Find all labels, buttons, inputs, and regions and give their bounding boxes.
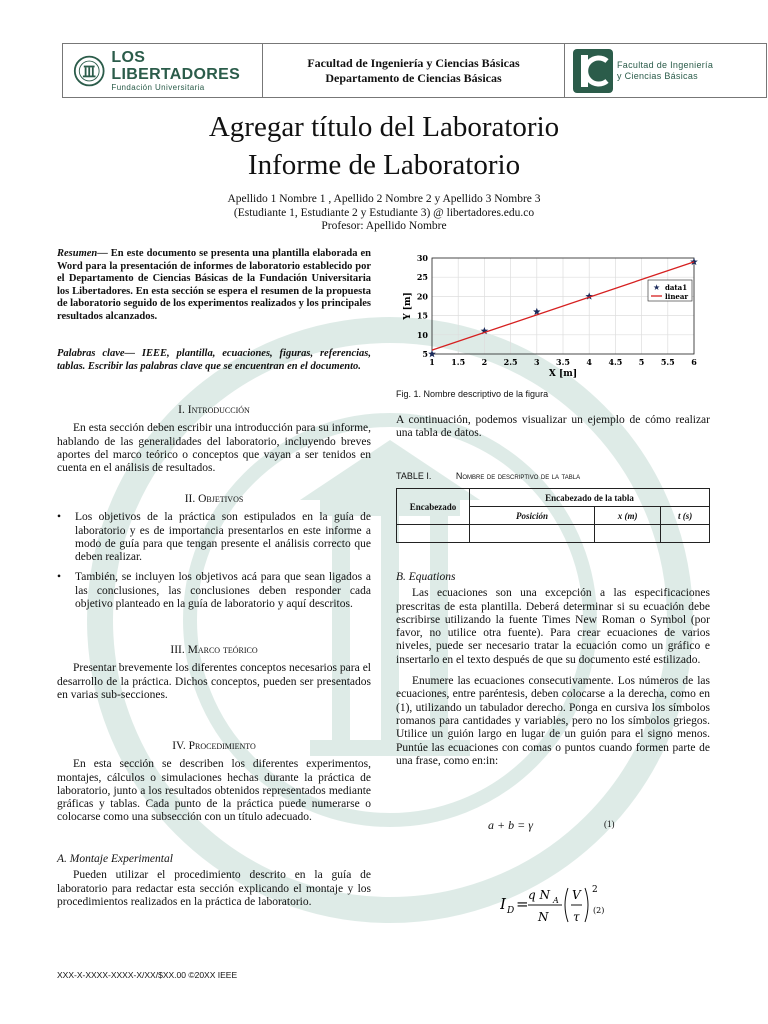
subsection-equations (396, 571, 710, 768)
subsection-heading-equations: B. Equations (396, 571, 456, 583)
abstract (57, 248, 371, 323)
abstract-label: Resumen (57, 248, 98, 259)
faculty-name: Facultad de Ingeniería y Ciencias Básicas (307, 55, 520, 70)
y-tick-label: 10 (416, 329, 428, 340)
objective-bullet: • También, se incluyen los objetivos acá para que sean ligados a las conclusiones, las conclusiones deben responder cada objetivo planteado en la guía de laboratorio y aquí descritos. (57, 571, 371, 611)
x-tick-label: 5 (638, 357, 645, 367)
footer-copyright: XXX-X-XXXX-XXXX-X/XX/$XX.00 ©20XX IEEE (57, 970, 238, 980)
table-cell (595, 525, 661, 543)
seal-icon (73, 53, 105, 89)
table-caption (396, 471, 710, 481)
section-heading-procedure: IV. Procedimiento (172, 740, 256, 752)
x-tick-label: 1.5 (451, 357, 466, 367)
professor-name: Profesor: Apellido Nombre (321, 220, 447, 232)
legend-swatch-data1: ★ (653, 283, 661, 292)
theory-paragraph: Presentar brevemente los diferentes conceptos necesarios para el desarrollo de la práctica. Dichos conceptos, pueden ser presentados en varias sub-secciones. (57, 662, 371, 701)
table-cell (661, 525, 710, 543)
section-heading-theory: III. Marco teórico (170, 644, 258, 656)
keywords (57, 348, 371, 373)
section-intro (57, 404, 371, 475)
header-center (263, 44, 565, 97)
montaje-paragraph: Pueden utilizar el procedimiento descrito en la guía de laboratorio para redactar esta sección explicando el montaje y los procedimientos realizados en la práctica de laboratorio. (57, 869, 371, 908)
table-header-top: Encabezado de la tabla (470, 489, 710, 507)
table-cell (397, 525, 470, 543)
lab-title: Agregar título del Laboratorio (208, 111, 560, 143)
legend-label: linear (665, 292, 689, 301)
authors-block (0, 193, 768, 234)
equation-2-number: (2) (593, 906, 605, 915)
equations-paragraph-2: Enumere las ecuaciones consecutivamente. Los números de las ecuaciones, entre paréntesis, deben colocarse a la derecha, como en (1), utilizando un tabulador derecho. Ponga en cursiva los símbolos romanos para cantidades y variables, pero no los símbolos griegos. Utilice un guión largo en lugar de un guión para el signo menos. Puntúe las ecuaciones con comas o puntos cuando formen parte de una frase, como en:in: (396, 675, 710, 767)
y-tick-label: 15 (416, 310, 428, 321)
y-tick-label: 30 (416, 253, 428, 263)
x-tick-label: 2.5 (503, 357, 518, 367)
faculty-logo-line2: y Ciencias Básicas (617, 70, 698, 81)
table-header-left: Encabezado (397, 489, 470, 525)
table-intro (396, 414, 710, 441)
faculty-logo-line1: Facultad de Ingeniería (617, 59, 714, 70)
table-cell (470, 525, 595, 543)
x-tick-label: 3 (534, 357, 540, 367)
table-col-header: x (m) (595, 507, 661, 525)
svg-text:q N: q N (528, 888, 550, 902)
svg-text:2: 2 (592, 885, 598, 895)
y-tick-label: 25 (416, 272, 428, 283)
table-label: TABLE I. (396, 471, 432, 481)
table-col-header: t (s) (661, 507, 710, 525)
keywords-label: Palabras clave (57, 348, 125, 359)
faculty-logo (565, 44, 766, 97)
objective-bullet: • Los objetivos de la práctica son estipulados en la guía de laboratorio y es de importancia presentarlos en este informe a modo de guía para que tengan presente el análisis correcto que deben realizar. (57, 511, 371, 564)
x-tick-label: 6 (691, 357, 697, 367)
y-tick-label: 5 (422, 349, 428, 359)
logo-subtitle: Fundación Universitaria (111, 83, 205, 92)
abstract-text: — En este documento se presenta una plantilla elaborada en Word para la presentación de informes de laboratorio establecido por el Departamento de Ciencias Básicas de la Fundación Universitaria los Libertadores. En esta sección se espera el resumen de la propuesta de laboratorio seguido de los experimentos realizados y los principales resultados alcanzados. (57, 248, 371, 322)
intro-paragraph: En esta sección deben escribir una introducción para su informe, hablando de las generalidades del laboratorio, incluyendo breves aportes del marco teórico o conceptos que vayan a ser tenidos en cuenta en el análisis de resultados. (57, 422, 371, 475)
data-table (396, 488, 710, 543)
university-logo (63, 44, 263, 97)
x-tick-label: 3.5 (556, 357, 570, 367)
section-objectives (57, 493, 371, 611)
svg-text:A: A (553, 896, 559, 905)
table-col-header: Posición (470, 507, 595, 525)
report-title: Informe de Laboratorio (247, 149, 521, 181)
svg-text:τ: τ (573, 910, 580, 924)
figure-caption: Fig. 1. Nombre descriptivo de la figura (396, 389, 549, 399)
line-chart (396, 248, 706, 383)
author-emails: (Estudiante 1, Estudiante 2 y Estudiante 3) @ libertadores.edu.co (233, 206, 535, 219)
table-intro-paragraph: A continuación, podemos visualizar un ejemplo de cómo realizar una tabla de datos. (396, 414, 710, 440)
subsection-heading-montaje: A. Montaje Experimental (57, 853, 173, 865)
author-names: Apellido 1 Nombre 1 , Apellido 2 Nombre 2 y Apellido 3 Nombre 3 (227, 193, 541, 205)
svg-text:D: D (507, 906, 515, 916)
y-tick-label: 20 (416, 291, 428, 302)
procedure-paragraph: En esta sección se describen los diferentes experimentos, montajes, cálculos o simulaciones hechas durante la práctica de laboratorio, junto a los resultados obtenidos representados mediante gráficas y tablas. Cada punto de la práctica puede numerarse o colocarse como una subsección con un título adecuado. (57, 758, 371, 824)
equation-1: a + b = γ (488, 818, 533, 832)
subsection-montaje (57, 853, 371, 909)
department-name: Departamento de Ciencias Básicas (325, 70, 502, 85)
section-procedure (57, 740, 371, 825)
x-tick-label: 2 (481, 357, 488, 367)
section-theory (57, 644, 371, 702)
logo-title: LOS LIBERTADORES (111, 49, 241, 83)
equation-2 (500, 880, 620, 928)
svg-text:N: N (538, 910, 549, 924)
legend-label: data1 (665, 283, 688, 292)
page-header (62, 43, 767, 98)
svg-text:V: V (572, 888, 581, 902)
equation-1-number: (1) (604, 819, 615, 829)
keywords-text: — IEEE, plantilla, ecuaciones, figuras, referencias, tablas. Escribir las palabras clave que se encuentran en el documento. (57, 348, 371, 372)
x-tick-label: 5.5 (660, 357, 675, 367)
table-row (397, 525, 710, 543)
faculty-emblem-icon (573, 49, 613, 93)
equations-paragraph-1: Las ecuaciones son una excepción a las especificaciones prescritas de esta plantilla. Deberá determinar si su ecuación debe escribirse utilizando la fuente Times New Roman o Symbol (por favor, no utilice otra fuente). Para crear ecuaciones de varios niveles, puede ser necesario tratar la ecuación como un gráfico e insertarlo en el texto después de que su documento esté estilizado. (396, 587, 710, 666)
svg-text:=: = (516, 895, 529, 913)
svg-text:I: I (500, 895, 506, 913)
y-axis-label: Y [m] (403, 292, 413, 320)
x-tick-label: 1 (429, 357, 435, 367)
x-tick-label: 4 (586, 357, 592, 367)
table-title: Nombre de descriptivo de la tabla (455, 471, 581, 481)
section-heading-intro: I. Introducción (178, 404, 250, 416)
section-heading-objectives: II. Objetivos (184, 493, 244, 505)
x-tick-label: 4.5 (608, 357, 623, 367)
x-axis-label: X [m] (548, 369, 578, 379)
